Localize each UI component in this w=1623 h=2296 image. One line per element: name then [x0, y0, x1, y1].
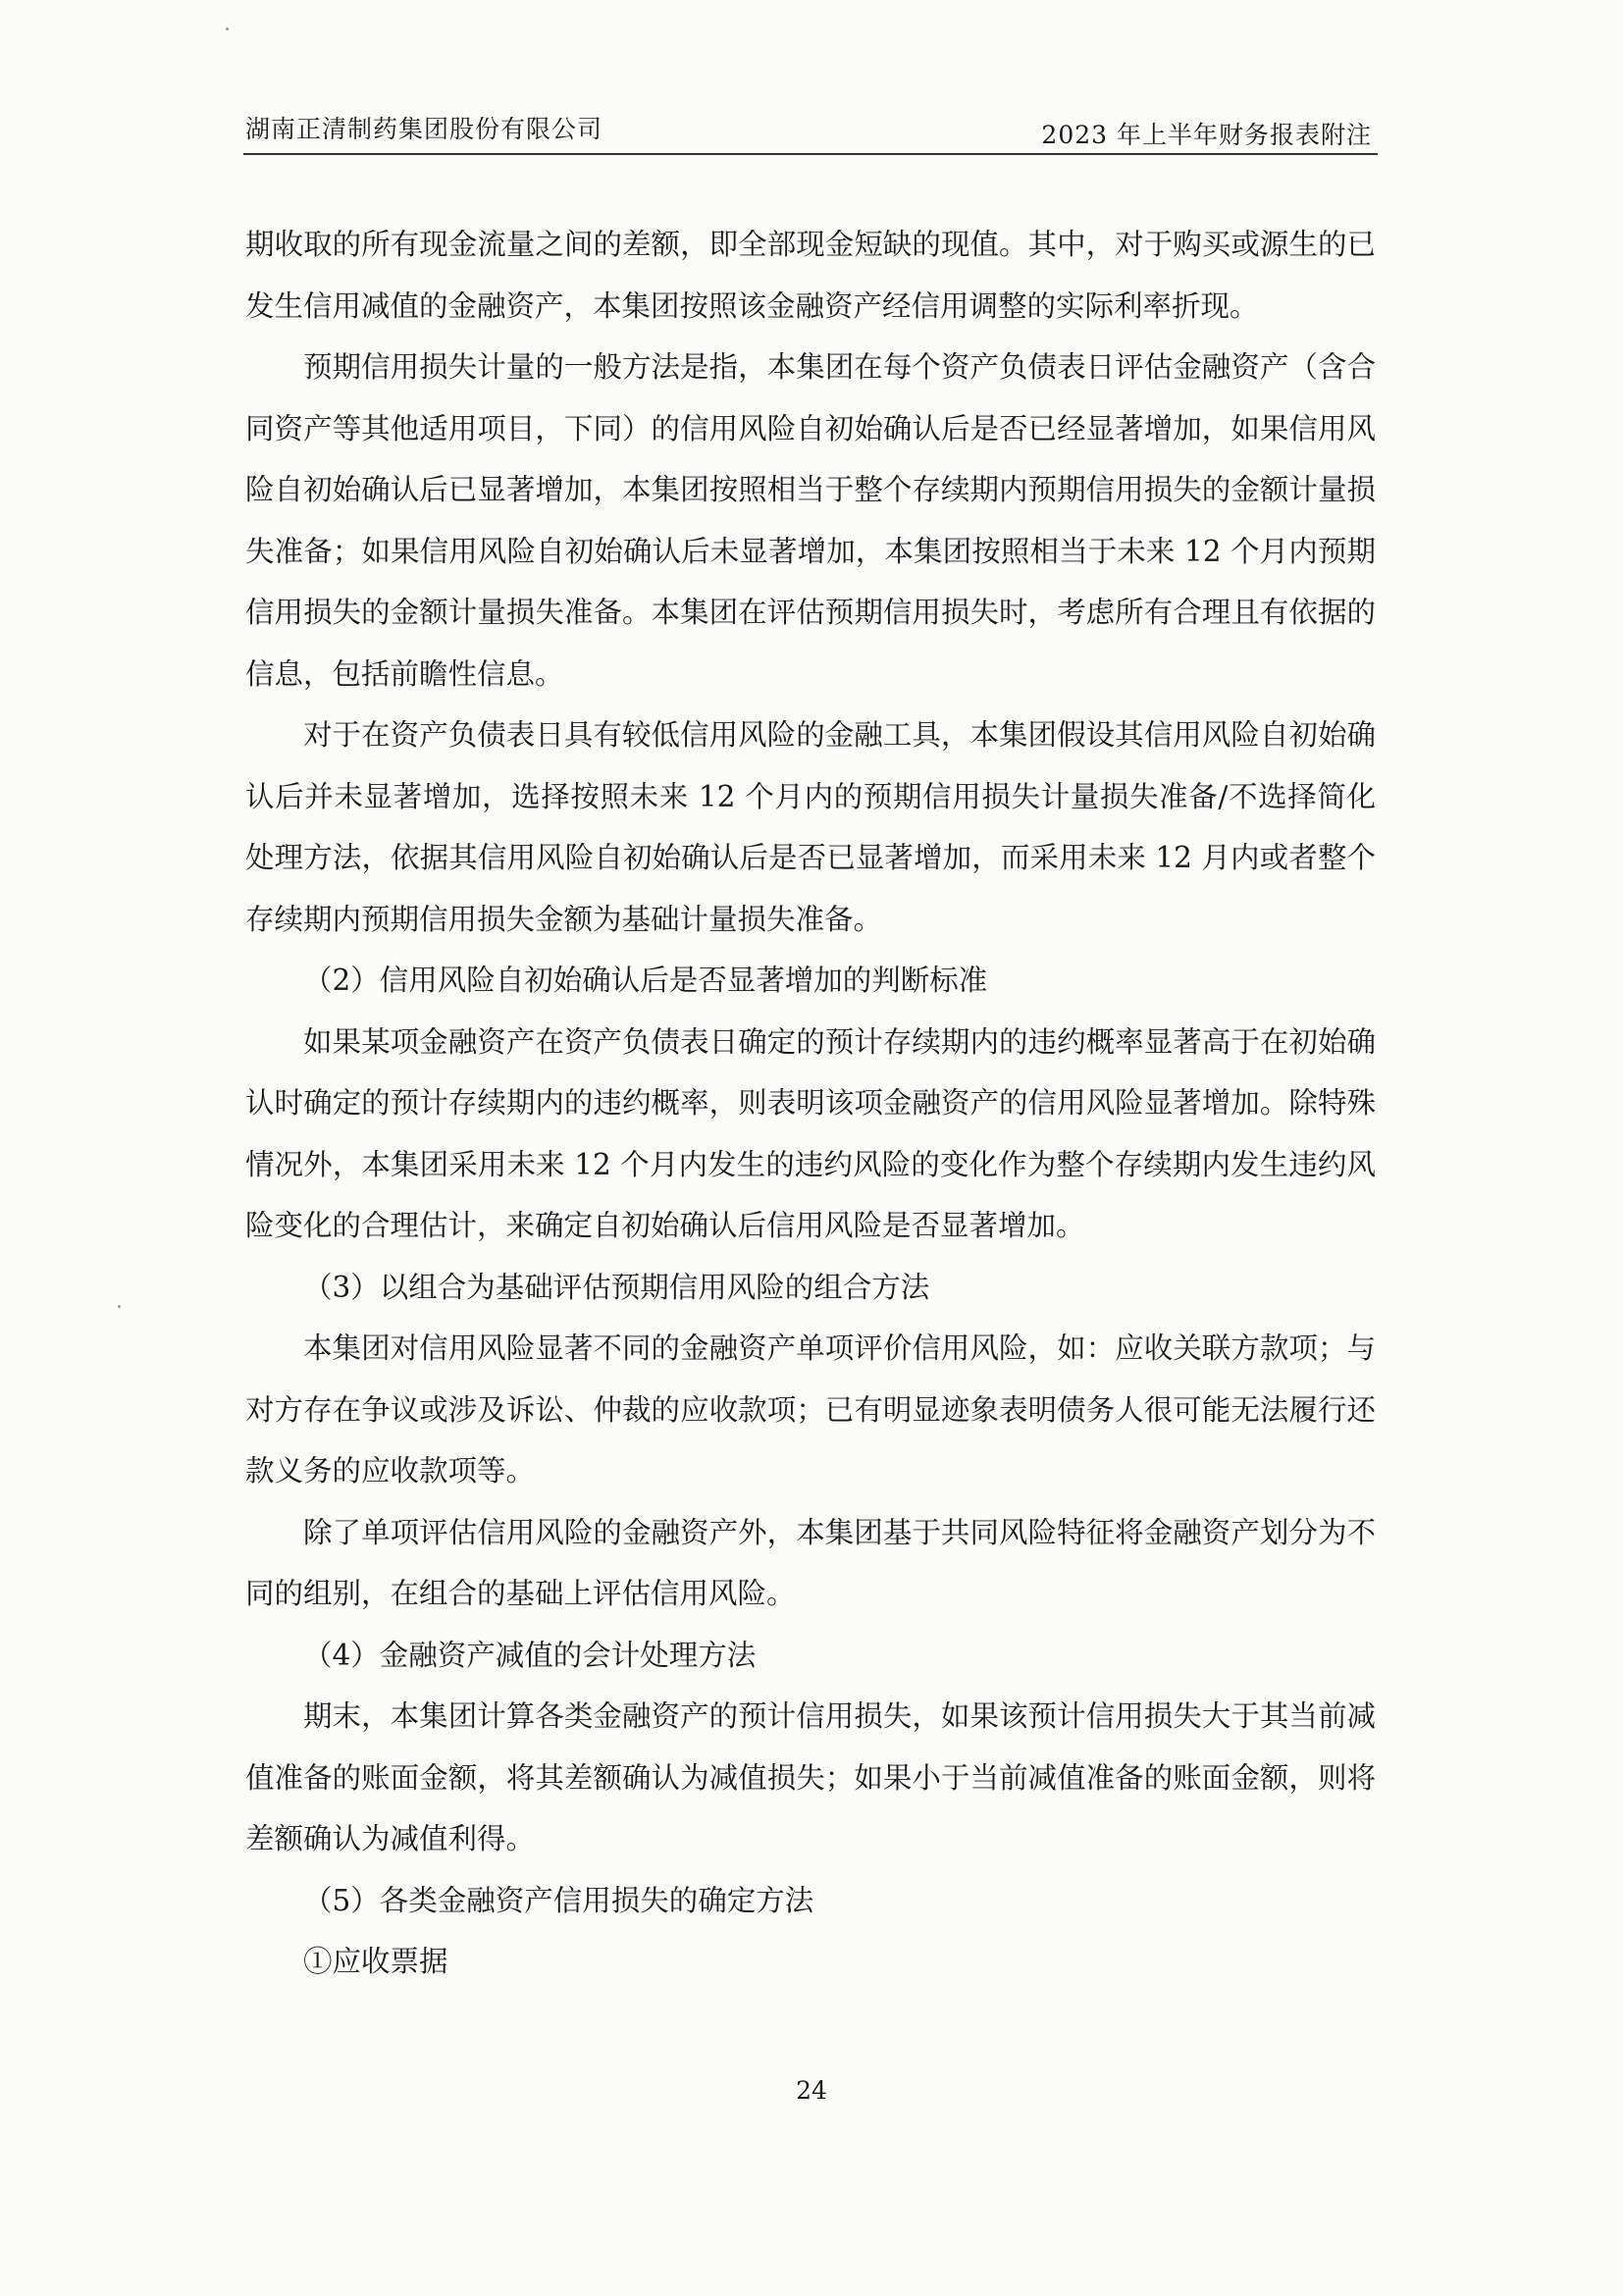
- paragraph-cash-shortfall: 期收取的所有现金流量之间的差额，即全部现金短缺的现值。其中，对于购买或源生的已发生信用减值的金融资产，本集团按照该金融资产经信用调整的实际利率折现。: [245, 228, 1376, 323]
- paragraph-general-method: 预期信用损失计量的一般方法是指，本集团在每个资产负债表日评估金融资产（含合同资产等其他适用项目，下同）的信用风险自初始确认后是否已经显著增加，如果信用风险自初始确认后已显著增加，本集团按照相当于整个存续期内预期信用损失的金额计量损失准备；如果信用风险自初始确认后未显著增加，本集团按照相当于未来 12 个月内预期信用损失的金额计量损失准备。本集团在评估预期信用损失时，考虑所有合理且有依据的信息，包括前瞻性信息。: [245, 350, 1376, 691]
- paragraph-impairment-accounting: 期末，本集团计算各类金融资产的预计信用损失，如果该预计信用损失大于其当前减值准备的账面金额，将其差额确认为减值损失；如果小于当前减值准备的账面金额，则将差额确认为减值利得。: [245, 1699, 1376, 1855]
- list-item-notes-receivable: ①应收票据: [303, 1945, 448, 1978]
- section-heading-5: （5）各类金融资产信用损失的确定方法: [303, 1883, 814, 1917]
- page-number: 24: [796, 2076, 827, 2105]
- section-heading-3: （3）以组合为基础评估预期信用风险的组合方法: [303, 1270, 930, 1304]
- scan-speck: [226, 27, 229, 30]
- document-body: [245, 214, 1376, 1993]
- header-report-title: 2023 年上半年财务报表附注: [1041, 121, 1372, 149]
- paragraph-portfolio-assessment: 除了单项评估信用风险的金融资产外，本集团基于共同风险特征将金融资产划分为不同的组别，在组合的基础上评估信用风险。: [245, 1515, 1376, 1610]
- paragraph-default-probability: 如果某项金融资产在资产负债表日确定的预计存续期内的违约概率显著高于在初始确认时确定的预计存续期内的违约概率，则表明该项金融资产的信用风险显著增加。除特殊情况外，本集团采用未来 12 个月内发生的违约风险的变化作为整个存续期内发生违约风险变化的合理估计，来确定自初始确认后信用风险是否显著增加。: [245, 1024, 1376, 1242]
- paragraph-individual-assessment: 本集团对信用风险显著不同的金融资产单项评价信用风险，如：应收关联方款项；与对方存在争议或涉及诉讼、仲裁的应收款项；已有明显迹象表明债务人很可能无法履行还款义务的应收款项等。: [245, 1331, 1376, 1487]
- header-divider: [243, 153, 1378, 155]
- scan-speck: [118, 1305, 121, 1308]
- paragraph-low-credit-risk: 对于在资产负债表日具有较低信用风险的金融工具，本集团假设其信用风险自初始确认后并未显著增加，选择按照未来 12 个月内的预期信用损失计量损失准备/不选择简化处理方法，依据其信用风险自初始确认后是否已显著增加，而采用未来 12 月内或者整个存续期内预期信用损失金额为基础计量损失准备。: [245, 718, 1376, 936]
- section-heading-2: （2）信用风险自初始确认后是否显著增加的判断标准: [303, 964, 988, 997]
- header-company-name: 湖南正清制药集团股份有限公司: [245, 115, 603, 143]
- section-heading-4: （4）金融资产减值的会计处理方法: [303, 1638, 757, 1672]
